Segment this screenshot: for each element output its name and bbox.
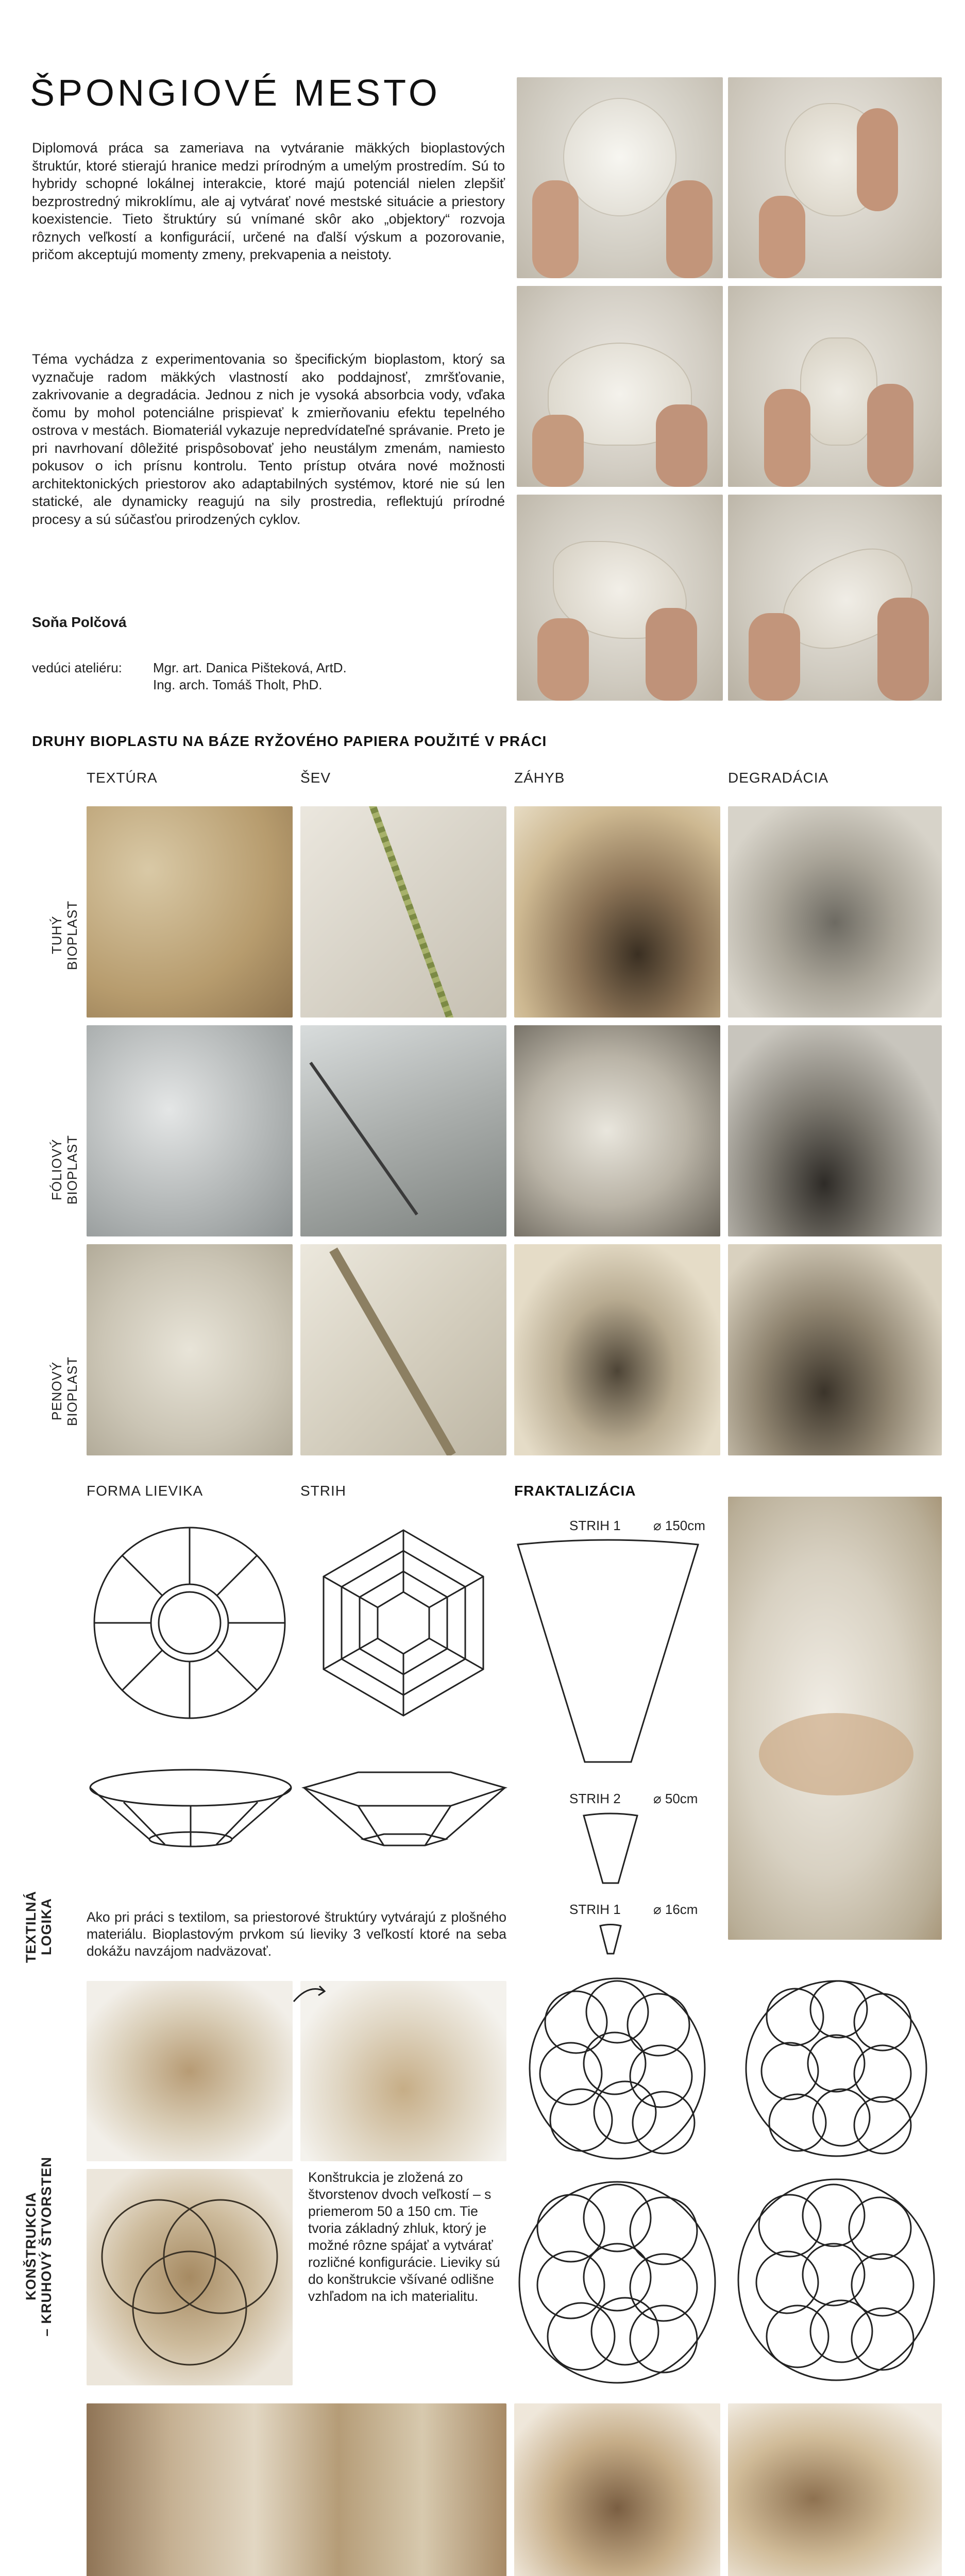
cut2-diameter: ⌀ 50cm — [653, 1791, 698, 1806]
construction-label: KONŠTRUKCIA – KRUHOVÝ ŠTVORSTEN — [23, 2156, 54, 2336]
foam-texture-photo — [87, 1244, 293, 1455]
cut3-label: STRIH 1 — [569, 1902, 621, 1917]
cut1-diameter: ⌀ 150cm — [653, 1518, 705, 1533]
funnel-form-3d — [82, 1762, 299, 1865]
rigid-degradation-photo — [728, 806, 942, 1018]
curved-arrow-icon — [289, 1981, 330, 2012]
cut2-shape — [582, 1814, 639, 1886]
studio-leader-2: Ing. arch. Tomáš Tholt, PhD. — [153, 677, 323, 692]
textile-description: Ako pri práci s textilom, sa priestorové štruktúry vytvárajú z plošného materiálu. Bioplastovým prvkom sú lieviky 3 veľkostí ktoré na seba dokážu navzájom nadväzovať. — [87, 1909, 506, 1959]
construction-wide-photo-3 — [728, 2403, 942, 2576]
intro-paragraph-2: Téma vychádza z experimentovania so špecifickým bioplastom, ktorý sa vyznačuje radom mäkkých vlastností ako poddajnosť, zmršťovanie, zakrivovanie a degradácia. Jednou z nich je vysoká absorbcia vody, vďaka čomu by mohol potenciálne prispievať k zmierňovaniu efektu tepelného ostrova v mestách. Biomateriál vykazuje nepredvídateľné správanie. Preto je pri navrhovaní dôležité prispôsobovať jeho neustálym zmenám, namiesto pokusov o ich prísnu kontrolu. Tento prístup otvára nové možnosti architektonických priestorov ako adaptabilných systémov, ktoré nie sú len statické, ale dynamicky reagujú na sily prostredia, reflektujú prírodné procesy a sú súčasťou prirodzených cyklov. — [32, 351, 505, 527]
construction-photo-hourglass — [87, 1981, 293, 2161]
funnel-form-plan — [87, 1520, 293, 1726]
tetrahedron-cluster-drawing-1 — [514, 1976, 720, 2166]
column-cut: STRIH — [300, 1483, 346, 1499]
funnel-fabric-photo — [728, 1497, 942, 1940]
author-name: Soňa Polčová — [32, 614, 127, 630]
hands-photo-4 — [728, 286, 942, 487]
rigid-fold-photo — [514, 806, 720, 1018]
studio-label: vedúci ateliéru: — [32, 660, 122, 675]
column-funnel-form: FORMA LIEVIKA — [87, 1483, 204, 1499]
foil-texture-photo — [87, 1025, 293, 1236]
foil-fold-photo — [514, 1025, 720, 1236]
construction-photo-cone — [300, 1981, 506, 2161]
tetrahedron-cluster-drawing-2 — [728, 1976, 942, 2166]
cut-3d — [296, 1762, 513, 1865]
construction-photo-tetra — [87, 2169, 293, 2385]
column-fold: ZÁHYB — [514, 770, 565, 786]
intro-paragraph-1: Diplomová práca sa zameriava na vytváranie mäkkých bioplastových štruktúr, ktoré stierajú hranice medzi prírodným a umelým prostredím. Sú to hybridy schopné lokálnej interakcie, ktoré majú potenciál nielen zlepšiť bezprostredný mikroklímu, ale aj vytvárať nové mestské situácie a priestory koexistencie. Tieto štruktúry sú vnímané skôr ako „objektory“ rozvoja rôznych veľkostí a konfigurácií, určené na ďalší výskum a pozorovanie, pričom akceptujú momenty zmeny, prekvapenia a neistoty. — [32, 140, 505, 262]
hands-photo-1 — [517, 77, 723, 278]
page-title: ŠPONGIOVÉ MESTO — [30, 73, 441, 114]
textile-logic-label: TEXTILNÁ LOGIKA — [23, 1891, 54, 1963]
column-fractalization: FRAKTALIZÁCIA — [514, 1483, 636, 1499]
foam-seam-photo — [300, 1244, 506, 1455]
column-texture: TEXTÚRA — [87, 770, 158, 786]
cut3-diameter: ⌀ 16cm — [653, 1902, 698, 1917]
tetrahedron-cluster-drawing-4 — [728, 2172, 942, 2388]
row-label-foam: PENOVÝ BIOPLAST — [49, 1356, 80, 1426]
construction-wide-photo-2 — [514, 2403, 720, 2576]
studio-leader-1: Mgr. art. Danica Pišteková, ArtD. — [153, 660, 347, 675]
foil-degradation-photo — [728, 1025, 942, 1236]
hands-photo-5 — [517, 495, 723, 701]
hands-photo-2 — [728, 77, 942, 278]
hands-photo-6 — [728, 495, 942, 701]
bioplast-types-heading: DRUHY BIOPLASTU NA BÁZE RYŽOVÉHO PAPIERA POUŽITÉ V PRÁCI — [32, 733, 547, 749]
column-seam: ŠEV — [300, 770, 331, 786]
rigid-seam-photo — [300, 806, 506, 1018]
foil-seam-photo — [300, 1025, 506, 1236]
row-label-foil: FÓLIOVÝ BIOPLAST — [49, 1134, 80, 1205]
cut2-label: STRIH 2 — [569, 1791, 621, 1806]
cut3-shape — [599, 1924, 622, 1955]
foam-fold-photo — [514, 1244, 720, 1455]
cut-hexagon-plan — [300, 1520, 506, 1726]
rigid-texture-photo — [87, 806, 293, 1018]
construction-wide-photo-1 — [87, 2403, 506, 2576]
cut1-shape — [515, 1540, 701, 1767]
column-degradation: DEGRADÁCIA — [728, 770, 829, 786]
hands-photo-3 — [517, 286, 723, 487]
row-label-rigid: TUHÝ BIOPLAST — [49, 900, 80, 970]
tetrahedron-cluster-drawing-3 — [514, 2172, 720, 2388]
foam-degradation-photo — [728, 1244, 942, 1455]
construction-description: Konštrukcia je zložená zo štvorstenov dvoch veľkostí – s priemerom 50 a 150 cm. Tie tvoria základný zhluk, ktorý je možné rôzne spájať a vytvárať rozličné konfigurácie. Lieviky sú do konštrukcie všívané odlišne vzhľadom na ich materialitu. — [308, 2170, 500, 2304]
cut1-label: STRIH 1 — [569, 1518, 621, 1533]
